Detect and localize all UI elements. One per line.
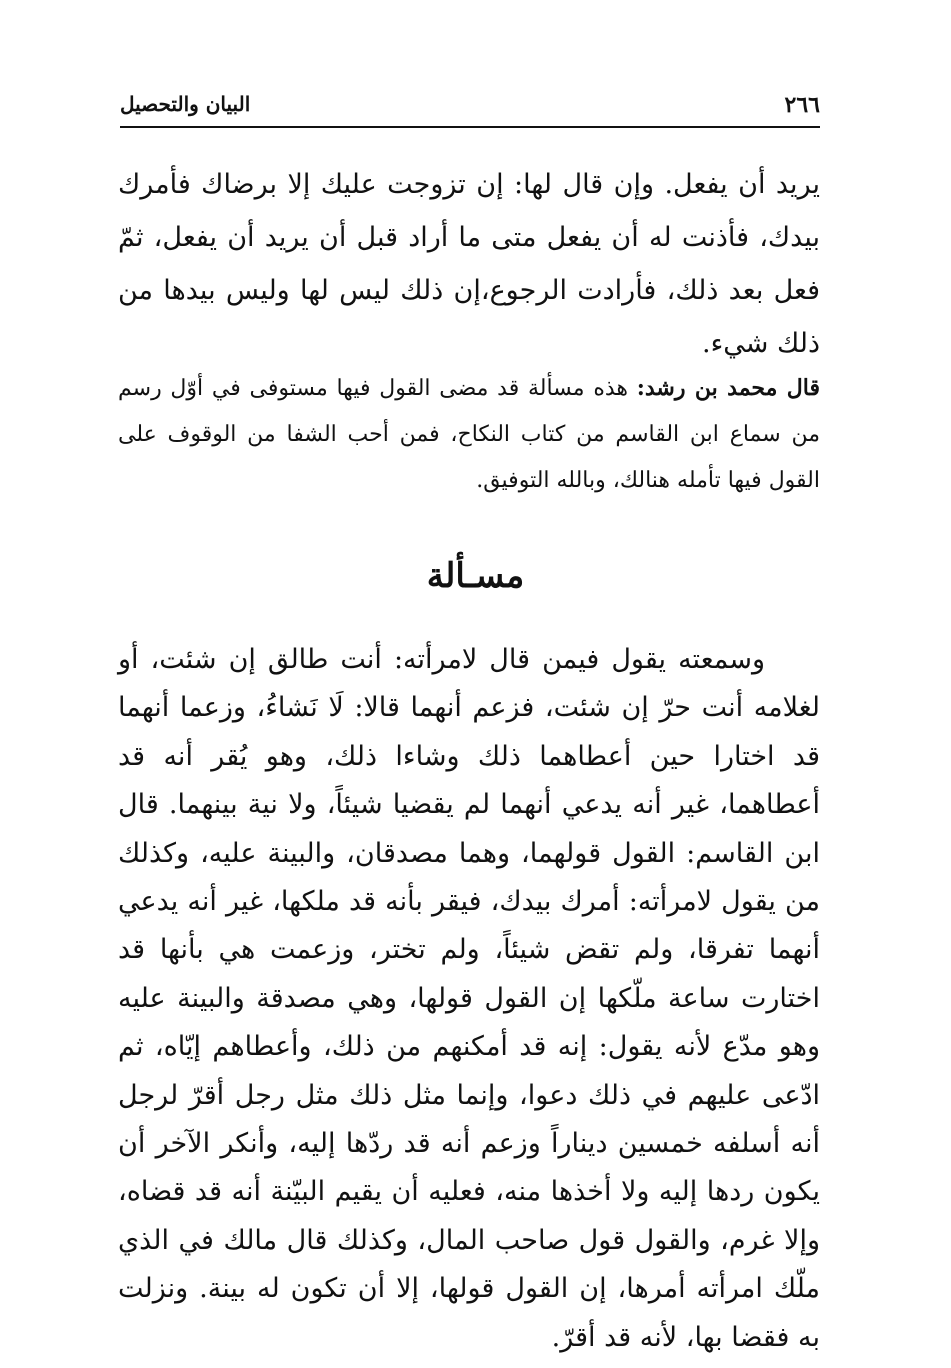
commentary-text: هذه مسألة قد مضى القول فيها مستوفى في أوّل رسم من سماع ابن القاسم من كتاب النكاح، فمن أحب الشفا من الوقوف على القول فيها تأمله هنالك، وبالله التوفيق. bbox=[118, 376, 820, 493]
running-header bbox=[120, 88, 820, 128]
commentary-speaker: قال محمد بن رشد: bbox=[636, 375, 821, 401]
section-title: مسـألة bbox=[426, 556, 525, 596]
paragraph-1 bbox=[118, 158, 820, 370]
book-title: البيان والتحصيل bbox=[120, 92, 251, 116]
paragraph-2-text: وسمعته يقول فيمن قال لامرأته: أنت طالق إن شئت، أو لغلامه أنت حرّ إن شئت، فزعم أنهما قالا: لَا نَشاءُ، وزعما أنهما قد اختارا حين أعطاهما ذلك وشاءا ذلك، وهو يُقر أنه قد أعطاهما، غير أنه يدعي أنهما لم يقضيا شيئاً، ولا نية بينهما. قال ابن القاسم: القول قولهما، وهما مصدقان، والبينة عليه، وكذلك من يقول لامرأته: أمرك بيدك، فيقر بأنه قد ملكها، غير أنه يدعي أنهما تفرقا، ولم تقض شيئاً، ولم تختر، وزعمت هي بأنها قد اختارت ساعة ملّكها إن القول قولها، وهي مصدقة والبينة عليه وهو مدّع لأنه يقول: إنه قد أمكنهم من ذلك، وأعطاهم إيّاه، ثم ادّعى عليهم في ذلك دعوا، وإنما مثل ذلك مثل رجل أقرّ لرجل أنه أسلفه خمسين ديناراً وزعم أنه قد ردّها إليه، وأنكر الآخر أن يكون ردها إليه ولا أخذها منه، فعليه أن يقيم البيّنة أنه قد قضاه، وإلا غرم، والقول قول صاحب المال، وكذلك قال مالك في الذي ملّك امرأته أمرها، إن القول قولها، إلا أن تكون له بينة. ونزلت به فقضا بها، لأنه قد أقرّ. bbox=[118, 644, 820, 1353]
paragraph-2 bbox=[118, 636, 820, 1362]
paragraph-1-text: يريد أن يفعل. وإن قال لها: إن تزوجت عليك إلا برضاك فأمرك بيدك، فأذنت له أن يفعل متى ما أراد قبل أن يريد أن يفعل، ثمّ فعل بعد ذلك، فأرادت الرجوع،إن ذلك ليس لها وليس بيدها من ذلك شيء. bbox=[118, 169, 820, 359]
commentary-text-block bbox=[118, 365, 820, 504]
commentary-paragraph bbox=[118, 365, 820, 504]
page-number: ٢٦٦ bbox=[784, 92, 820, 118]
